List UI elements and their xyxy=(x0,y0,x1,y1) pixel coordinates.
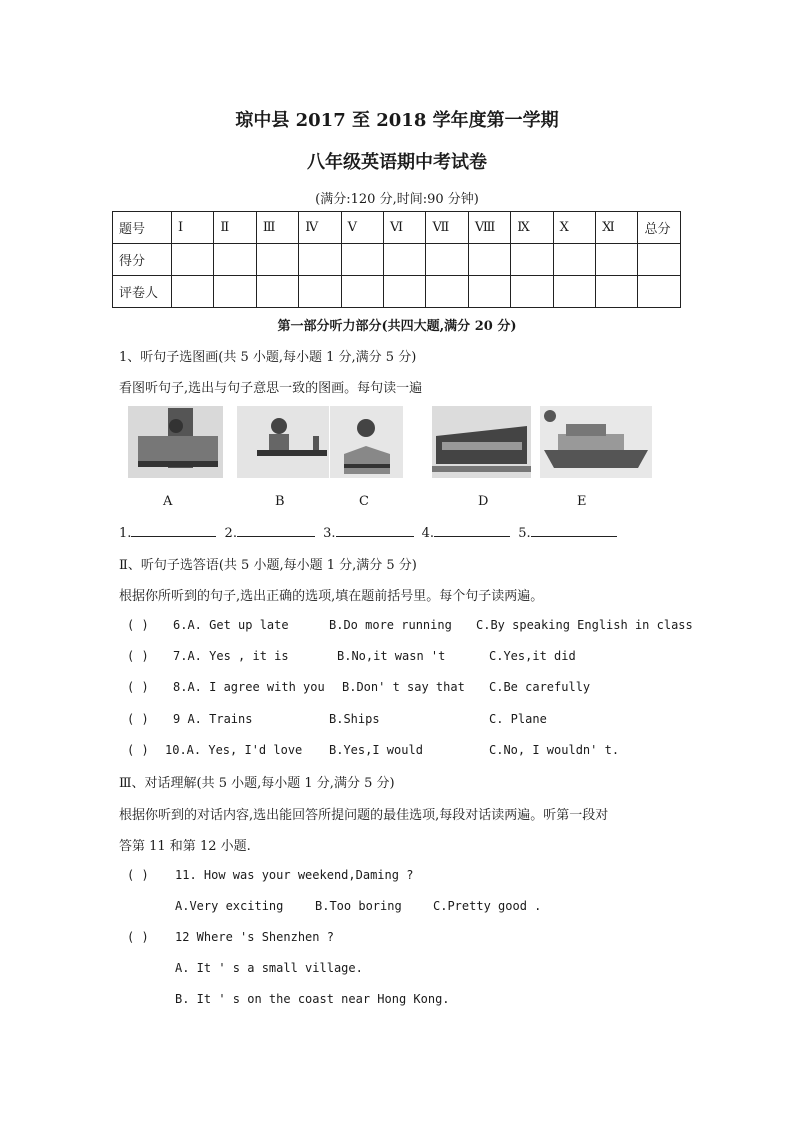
question-9-bracket[interactable]: ( ) xyxy=(127,712,149,726)
section3-instruction-line1: 根据你听到的对话内容,选出能回答所提问题的最佳选项,每段对话读两遍。听第一段对 xyxy=(119,808,609,823)
score-cell[interactable] xyxy=(299,244,341,276)
grader-cell[interactable] xyxy=(299,276,341,308)
picture-label-a: A xyxy=(163,494,173,509)
grader-cell[interactable] xyxy=(638,276,681,308)
score-header-cell: Ⅱ xyxy=(214,212,256,244)
question-12-stem: 12 Where 's Shenzhen ? xyxy=(175,930,334,944)
answer-blank-1[interactable] xyxy=(131,524,216,537)
score-cell[interactable] xyxy=(172,244,214,276)
score-cell[interactable] xyxy=(638,244,681,276)
answer-blank-3[interactable] xyxy=(336,524,414,537)
question-9-option-a: 9 A. Trains xyxy=(173,712,253,726)
grader-cell[interactable] xyxy=(511,276,553,308)
answer-blank-4[interactable] xyxy=(434,524,510,537)
reading-newspaper-icon xyxy=(330,406,403,478)
answer-number: 1. xyxy=(119,526,132,541)
question-11-option-a: A.Very exciting xyxy=(175,899,284,913)
question-8-option-c: C.Be carefully xyxy=(489,680,591,694)
score-cell[interactable] xyxy=(596,244,638,276)
picture-label-e: E xyxy=(577,494,587,509)
piano-player-icon xyxy=(128,406,223,478)
question-6-bracket[interactable]: ( ) xyxy=(127,618,149,632)
grader-cell[interactable] xyxy=(214,276,256,308)
score-header-cell: Ⅺ xyxy=(596,212,638,244)
section3-instruction-line2: 答第 11 和第 12 小题. xyxy=(119,839,251,854)
score-table-header-row xyxy=(113,212,681,244)
section3-title: Ⅲ、对话理解(共 5 小题,每小题 1 分,满分 5 分) xyxy=(119,776,395,791)
question-7-option-b: B.No,it wasn 't xyxy=(337,649,446,663)
score-cell[interactable] xyxy=(214,244,256,276)
picture-c xyxy=(330,406,403,478)
grader-cell[interactable] xyxy=(384,276,426,308)
score-row xyxy=(113,244,681,276)
picture-d xyxy=(432,406,531,478)
answer-blank-2[interactable] xyxy=(237,524,315,537)
score-cell[interactable] xyxy=(384,244,426,276)
grader-cell[interactable] xyxy=(426,276,468,308)
question-12-option-b: B. It ' s on the coast near Hong Kong. xyxy=(175,992,450,1006)
score-header-cell: Ⅵ xyxy=(384,212,426,244)
question-10-bracket[interactable]: ( ) xyxy=(127,743,149,757)
train-icon xyxy=(432,406,531,478)
score-cell[interactable] xyxy=(511,244,553,276)
grader-cell[interactable] xyxy=(256,276,298,308)
question-9-option-b: B.Ships xyxy=(329,712,380,726)
answer-number: 3. xyxy=(323,526,336,541)
exam-subtitle: 八年级英语期中考试卷 xyxy=(307,152,487,173)
score-header-cell: Ⅴ xyxy=(341,212,383,244)
picture-label-b: B xyxy=(275,494,285,509)
question-11-option-b: B.Too boring xyxy=(315,899,402,913)
answer-blank-5[interactable] xyxy=(531,524,617,537)
grader-cell[interactable] xyxy=(596,276,638,308)
section1-title: 1、听句子选图画(共 5 小题,每小题 1 分,满分 5 分) xyxy=(119,350,417,365)
question-10-option-c: C.No, I wouldn' t. xyxy=(489,743,620,757)
score-header-cell: Ⅸ xyxy=(511,212,553,244)
picture-label-c: C xyxy=(359,494,369,509)
answer-number: 5. xyxy=(518,526,531,541)
question-6-option-a: 6.A. Get up late xyxy=(173,618,289,632)
picture-a xyxy=(128,406,223,478)
question-11-stem: 11. How was your weekend,Daming ? xyxy=(175,868,414,882)
question-9-option-c: C. Plane xyxy=(489,712,547,726)
question-12-option-a: A. It ' s a small village. xyxy=(175,961,363,975)
answer-number: 2. xyxy=(224,526,237,541)
student-at-desk-icon xyxy=(237,406,329,478)
question-7-option-a: 7.A. Yes , it is xyxy=(173,649,289,663)
part1-heading: 第一部分听力部分(共四大题,满分 20 分) xyxy=(277,319,517,334)
score-cell[interactable] xyxy=(426,244,468,276)
picture-label-d: D xyxy=(478,494,489,509)
score-header-cell: 题号 xyxy=(113,212,172,244)
exam-info: (满分:120 分,时间:90 分钟) xyxy=(315,192,479,207)
grader-row xyxy=(113,276,681,308)
score-cell[interactable] xyxy=(256,244,298,276)
question-12-bracket[interactable]: ( ) xyxy=(127,930,149,944)
section1-instruction: 看图听句子,选出与句子意思一致的图画。每句读一遍 xyxy=(119,381,423,396)
grader-row-label: 评卷人 xyxy=(113,276,172,308)
grader-cell[interactable] xyxy=(172,276,214,308)
question-8-option-b: B.Don' t say that xyxy=(342,680,465,694)
question-8-bracket[interactable]: ( ) xyxy=(127,680,149,694)
score-header-cell: Ⅷ xyxy=(468,212,510,244)
score-header-cell: Ⅹ xyxy=(553,212,595,244)
question-6-option-b: B.Do more running xyxy=(329,618,452,632)
section2-instruction: 根据你所听到的句子,选出正确的选项,填在题前括号里。每个句子读两遍。 xyxy=(119,589,544,604)
ship-icon xyxy=(540,406,652,478)
score-row-label: 得分 xyxy=(113,244,172,276)
picture-b xyxy=(237,406,329,478)
score-cell[interactable] xyxy=(553,244,595,276)
question-8-option-a: 8.A. I agree with you xyxy=(173,680,325,694)
score-header-cell: Ⅶ xyxy=(426,212,468,244)
question-7-bracket[interactable]: ( ) xyxy=(127,649,149,663)
score-cell[interactable] xyxy=(341,244,383,276)
section2-title: Ⅱ、听句子选答语(共 5 小题,每小题 1 分,满分 5 分) xyxy=(119,558,417,573)
question-11-option-c: C.Pretty good . xyxy=(433,899,542,913)
picture-e xyxy=(540,406,652,478)
question-7-option-c: C.Yes,it did xyxy=(489,649,576,663)
score-cell[interactable] xyxy=(468,244,510,276)
grader-cell[interactable] xyxy=(553,276,595,308)
score-header-cell: 总分 xyxy=(638,212,681,244)
grader-cell[interactable] xyxy=(468,276,510,308)
question-10-option-b: B.Yes,I would xyxy=(329,743,423,757)
answer-blank-row xyxy=(119,524,617,541)
score-header-cell: Ⅰ xyxy=(172,212,214,244)
question-10-option-a: 10.A. Yes, I'd love xyxy=(165,743,303,757)
grader-cell[interactable] xyxy=(341,276,383,308)
question-6-option-c: C.By speaking English in class xyxy=(476,618,693,632)
score-table xyxy=(112,211,681,308)
exam-title: 琼中县 2017 至 2018 学年度第一学期 xyxy=(235,110,559,131)
score-header-cell: Ⅲ xyxy=(256,212,298,244)
question-11-bracket[interactable]: ( ) xyxy=(127,868,149,882)
answer-number: 4. xyxy=(421,526,435,541)
score-header-cell: Ⅳ xyxy=(299,212,341,244)
